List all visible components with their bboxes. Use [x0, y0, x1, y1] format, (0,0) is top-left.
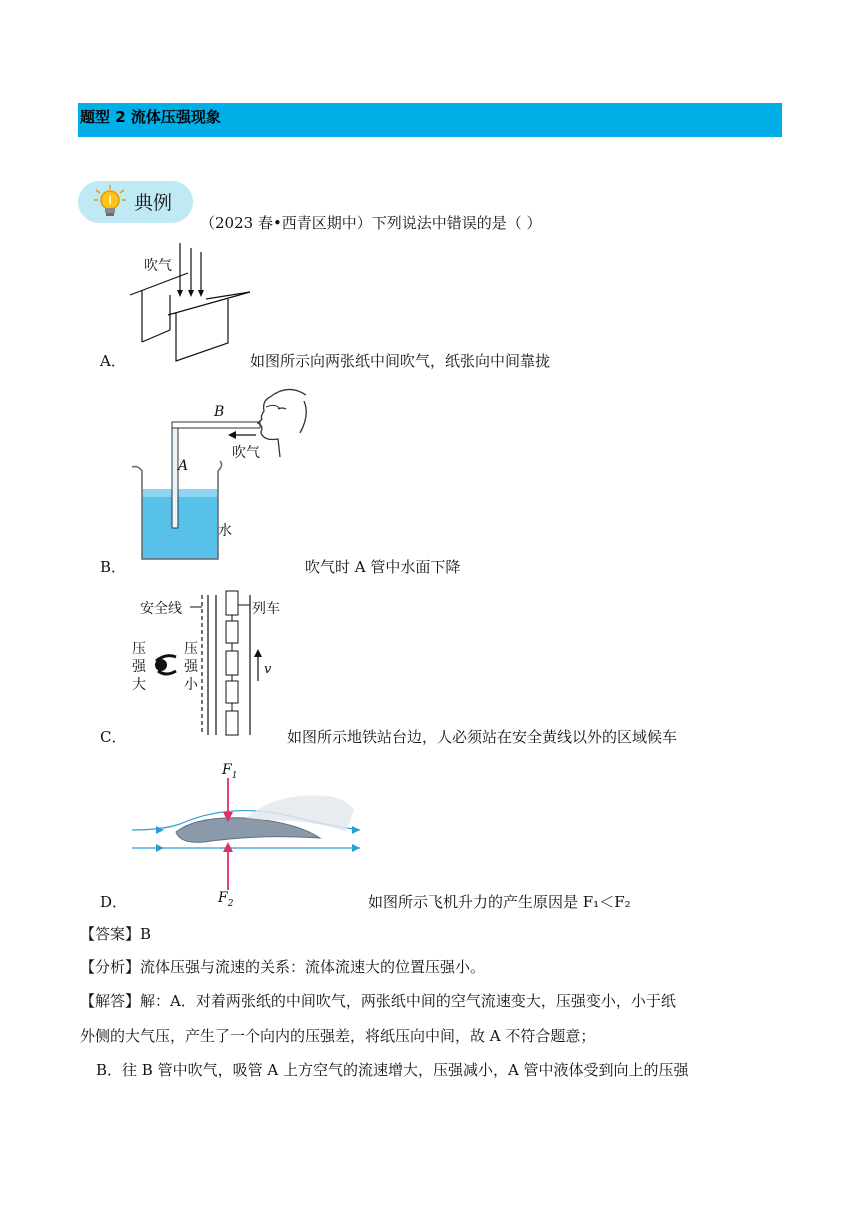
option-b-letter: B． — [100, 558, 127, 576]
option-d-text: 如图所示飞机升力的产生原因是 F₁＜F₂ — [368, 893, 631, 911]
figure-b-blow-label: 吹气 — [232, 445, 260, 461]
answer-line: 【答案】B — [80, 925, 152, 943]
section-title: 题型 2 流体压强现象 — [80, 108, 221, 126]
option-b-text: 吹气时 A 管中水面下降 — [305, 558, 461, 576]
figure-b-water-label: 水 — [218, 523, 232, 539]
figure-b-label-b: B — [214, 404, 225, 420]
example-badge-label: 典例 — [134, 192, 173, 214]
figure-c-left-pressure: 压 强 大 — [132, 641, 146, 693]
figure-c-right-pressure: 压 强 小 — [184, 641, 198, 693]
figure-d-f2-label: $F_2$ — [218, 890, 234, 909]
solution-line-1: 【解答】解：A．对着两张纸的中间吹气，两张纸中间的空气流速变大，压强变小，小于纸 — [80, 992, 676, 1010]
figure-d-f1-label: $F_1$ — [222, 762, 238, 781]
figure-c-velocity-label: v — [264, 662, 272, 677]
figure-b-label-a: A — [178, 458, 189, 474]
option-a-letter: A． — [100, 352, 126, 370]
solution-line-3: B．往 B 管中吹气，吸管 A 上方空气的流速增大，压强减小，A 管中液体受到向上的压强 — [96, 1061, 689, 1079]
lightbulb-icon — [92, 184, 128, 222]
figure-a-blow-label: 吹气 — [144, 258, 172, 274]
figure-c-train-label: 列车 — [252, 601, 280, 617]
option-c-text: 如图所示地铁站台边，人必须站在安全黄线以外的区域候车 — [287, 728, 678, 746]
figure-d-airfoil — [128, 760, 368, 910]
option-c-letter: C． — [100, 728, 127, 746]
option-a-text: 如图所示向两张纸中间吹气，纸张向中间靠拢 — [250, 352, 551, 370]
question-stem: （2023 春•西青区期中）下列说法中错误的是（ ） — [200, 214, 542, 232]
option-d-letter: D． — [100, 893, 128, 911]
solution-line-2: 外侧的大气压，产生了一个向内的压强差，将纸压向中间，故 A 不符合题意； — [80, 1027, 596, 1045]
figure-c-safety-line-label: 安全线 — [140, 601, 182, 617]
analysis-line: 【分析】流体压强与流速的关系：流体流速大的位置压强小。 — [80, 958, 486, 976]
